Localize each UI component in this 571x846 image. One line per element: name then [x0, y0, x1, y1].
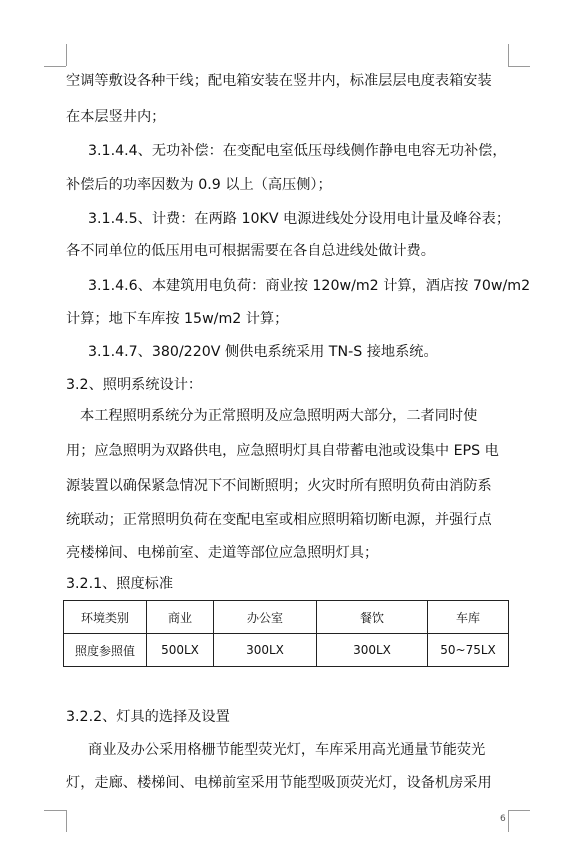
crop-mark — [508, 44, 509, 66]
table-header-cell: 餐饮 — [317, 601, 428, 634]
crop-mark — [66, 810, 67, 832]
subsection-heading: 3.2.2、灯具的选择及设置 — [66, 709, 230, 725]
table-header-cell: 办公室 — [214, 601, 317, 634]
body-line: 各不同单位的低压用电可根据需要在各自总进线处做计费。 — [66, 243, 435, 259]
crop-mark — [44, 810, 66, 811]
body-line: 本工程照明系统分为正常照明及应急照明两大部分，二者同时使 — [80, 408, 478, 424]
section-line: 3.1.4.4、无功补偿：在变配电室低压母线侧作静电电容无功补偿， — [88, 143, 507, 159]
crop-mark — [508, 66, 530, 67]
crop-mark — [44, 66, 66, 67]
body-line: 补偿后的功率因数为 0.9 以上（高压侧）； — [66, 177, 332, 193]
table-cell: 300LX — [214, 634, 317, 667]
section-heading: 3.2、照明系统设计： — [66, 377, 203, 393]
section-line: 3.1.4.7、380/220V 侧供电系统采用 TN-S 接地系统。 — [88, 344, 438, 360]
crop-mark — [508, 810, 530, 811]
table-row — [64, 601, 509, 634]
subsection-heading: 3.2.1、照度标准 — [66, 576, 174, 592]
table-header-cell: 环境类别 — [64, 601, 147, 634]
table-header-cell: 车库 — [428, 601, 509, 634]
table-cell: 300LX — [317, 634, 428, 667]
body-line: 源装置以确保紧急情况下不间断照明；火灾时所有照明负荷由消防系 — [66, 478, 492, 494]
body-line: 统联动；正常照明负荷在变配电室或相应照明箱切断电源，并强行点 — [66, 512, 492, 528]
section-line: 3.1.4.6、本建筑用电负荷：商业按 120w/m2 计算，酒店按 70w/m2 — [88, 278, 531, 294]
page-number: 6 — [500, 814, 506, 824]
table-row — [64, 634, 509, 667]
table-cell: 照度参照值 — [64, 634, 147, 667]
table-cell: 50~75LX — [428, 634, 509, 667]
table-cell: 500LX — [147, 634, 214, 667]
body-line: 计算；地下车库按 15w/m2 计算； — [66, 311, 289, 327]
body-line: 用；应急照明为双路供电，应急照明灯具自带蓄电池或设集中 EPS 电 — [66, 443, 499, 459]
body-line: 亮楼梯间、电梯前室、走道等部位应急照明灯具； — [66, 545, 379, 561]
section-line: 3.1.4.5、计费：在两路 10KV 电源进线处分设用电计量及峰谷表； — [88, 211, 511, 227]
body-line: 空调等敷设各种干线；配电箱安装在竖井内，标准层层电度表箱安装 — [66, 73, 492, 89]
crop-mark — [508, 810, 509, 832]
body-line: 在本层竖井内； — [66, 109, 166, 125]
crop-mark — [66, 44, 67, 66]
table-header-cell: 商业 — [147, 601, 214, 634]
illuminance-table — [63, 600, 509, 667]
body-line: 灯，走廊、楼梯间、电梯前室采用节能型吸顶荧光灯，设备机房采用 — [66, 775, 492, 791]
body-line: 商业及办公采用格栅节能型荧光灯，车库采用高光通量节能荧光 — [88, 742, 486, 758]
